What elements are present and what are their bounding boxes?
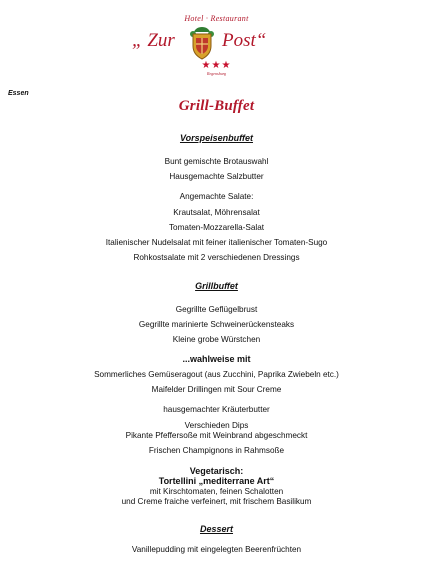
menu-item: und Creme fraiche verfeinert, mit frischem Basilikum [121, 497, 312, 506]
crest-icon [187, 26, 217, 60]
menu-item: Angemachte Salate: [179, 192, 254, 201]
restaurant-name-part1: „ Zur [132, 30, 175, 51]
dessert-heading: Dessert [199, 524, 234, 534]
grill-heading: Grillbuffet [195, 281, 238, 291]
menu-item: Verschieden Dips [184, 421, 249, 430]
menu-item: Frischen Champignons in Rahmsoße [148, 446, 285, 455]
menu-item: Gegrillte Geflügelbrust [175, 305, 258, 314]
menu-item: hausgemachter Kräuterbutter [163, 405, 270, 414]
menu-title: Grill-Buffet [178, 98, 255, 114]
menu-item: Krautsalat, Möhrensalat [173, 208, 260, 217]
menu-item: Tomaten-Mozzarella-Salat [168, 223, 265, 232]
vegetarian-dish: Tortellini „mediterrane Art“ [158, 476, 275, 486]
menu-item: Hausgemachte Salzbutter [169, 172, 264, 181]
menu-item: Vanillepudding mit eingelegten Beerenfrüchten [131, 545, 302, 554]
starters-heading: Vorspeisenbuffet [179, 133, 253, 143]
vegetarian-heading: Vegetarisch: [189, 466, 244, 476]
menu-item: Rohkostsalate mit 2 verschiedenen Dressings [133, 253, 300, 262]
menu-item: mit Kirschtomaten, feinen Schalotten [149, 487, 284, 496]
menu-item: Gegrillte marinierte Schweinerückensteaks [138, 320, 295, 329]
menu-item: Bunt gemischte Brotauswahl [164, 157, 269, 166]
section-label: Essen [8, 90, 29, 97]
restaurant-name-part2: Post“ [222, 30, 267, 51]
city-label: Regensburg [207, 71, 226, 76]
hotel-subtitle: Hotel · Restaurant [184, 14, 249, 23]
choice-heading: ...wahlweise mit [182, 354, 251, 364]
menu-item: Pikante Pfeffersoße mit Weinbrand abgeschmeckt [125, 431, 308, 440]
rating-stars: ★★★ [201, 60, 232, 71]
menu-item: Kleine grobe Würstchen [172, 335, 261, 344]
menu-item: Sommerliches Gemüseragout (aus Zucchini, Paprika Zwiebeln etc.) [94, 370, 339, 379]
menu-item: Italienischer Nudelsalat mit feiner italienischer Tomaten-Sugo [105, 238, 328, 247]
menu-item: Maifelder Drillingen mit Sour Creme [151, 385, 282, 394]
